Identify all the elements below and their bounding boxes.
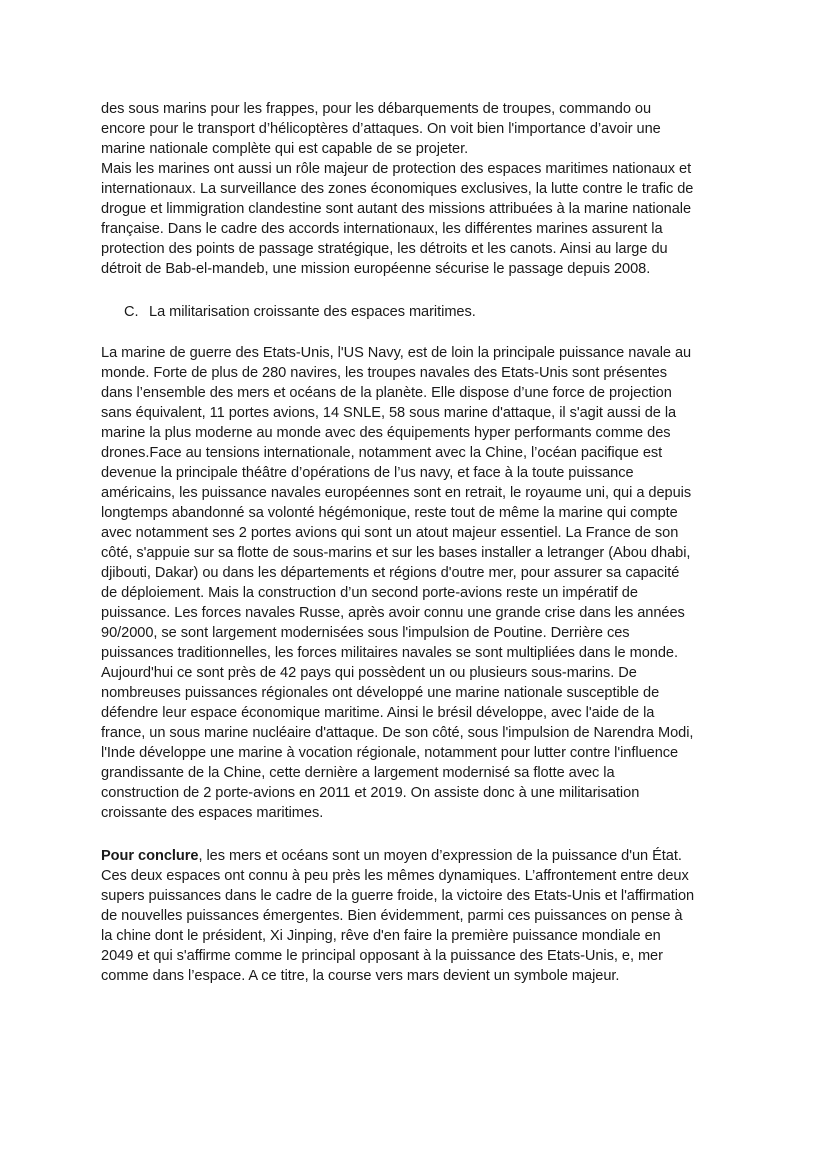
paragraph-line: france, un sous marine nucléaire d'attaque. De son côté, sous l'impulsion de Narendra Modi,: [101, 725, 694, 741]
conclusion-lead: Pour conclure: [101, 848, 199, 864]
paragraph-line: encore pour le transport d’hélicoptères d’attaques. On voit bien l'importance d’avoir une: [101, 121, 661, 137]
paragraph-line: marine la plus moderne au monde avec des équipements hyper performants comme des: [101, 425, 671, 441]
paragraph-line: drones.Face au tensions internationale, notamment avec la Chine, l’océan pacifique est: [101, 445, 663, 461]
paragraph-line: comme dans l’espace. A ce titre, la course vers mars devient un symbole majeur.: [101, 968, 620, 984]
paragraph-line: puissance. Les forces navales Russe, après avoir connu une grande crise dans les années: [101, 605, 685, 621]
paragraph-line: croissante des espaces maritimes.: [101, 805, 324, 821]
paragraph-line: française. Dans le cadre des accords internationaux, les différentes marines assurent la: [101, 221, 663, 237]
paragraph-line: dans l’ensemble des mers et océans de la planète. Elle dispose d’une force de projection: [101, 385, 672, 401]
paragraph-line: nombreuses puissances régionales ont développé une marine nationale susceptible de: [101, 685, 660, 701]
paragraph-line: internationaux. La surveillance des zones économiques exclusives, la lutte contre le trafic de: [101, 181, 694, 197]
paragraph-line: de déploiement. Mais la construction d’un second porte-avions reste un impératif de: [101, 585, 638, 601]
paragraph-line: la chine dont le président, Xi Jinping, rêve d'en faire la première puissance mondiale en: [101, 928, 661, 944]
conclusion-first-line: , les mers et océans sont un moyen d’expression de la puissance d'un État.: [198, 848, 682, 864]
paragraph-line: Aujourd'hui ce sont près de 42 pays qui possèdent un ou plusieurs sous-marins. De: [101, 665, 637, 681]
paragraph-line: 90/2000, se sont largement modernisées sous l'impulsion de Poutine. Derrière ces: [101, 625, 630, 641]
paragraph-line: 2049 et qui s'affirme comme le principal opposant à la puissance des Etats-Unis, e, mer: [101, 948, 663, 964]
paragraph-line: défendre leur espace économique maritime. Ainsi le brésil développe, avec l'aide de la: [101, 705, 655, 721]
paragraph-line: supers puissances dans le cadre de la guerre froide, la victoire des Etats-Unis et l'affirmation: [101, 888, 695, 904]
conclusion-paragraph: [101, 846, 741, 986]
us-navy-paragraph: [101, 343, 741, 823]
section-heading: [124, 302, 764, 322]
paragraph-line: grandissante de la Chine, cette dernière a largement modernisé sa flotte avec la: [101, 765, 615, 781]
paragraph-line: côté, s'appuie sur sa flotte de sous-marins et sur les bases installer a letranger (Abou dhabi,: [101, 545, 691, 561]
paragraph-line: l'Inde développe une marine à vocation régionale, notamment pour lutter contre l'influence: [101, 745, 679, 761]
paragraph-line: puissances traditionnelles, les forces militaires navales se sont multipliées dans le monde.: [101, 645, 679, 661]
section-heading-title: La militarisation croissante des espaces maritimes.: [149, 304, 476, 320]
paragraph-line: drogue et limmigration clandestine sont autant des missions attribuées à la marine nationale: [101, 201, 692, 217]
paragraph-line: djibouti, Dakar) ou dans les départements et régions d'outre mer, pour assurer sa capacité: [101, 565, 680, 581]
paragraph-line: Ces deux espaces ont connu à peu près les mêmes dynamiques. L’affrontement entre deux: [101, 868, 689, 884]
paragraph-line: de nouvelles puissances émergentes. Bien évidemment, parmi ces puissances on pense à: [101, 908, 683, 924]
paragraph-line: monde. Forte de plus de 280 navires, les troupes navales des Etats-Unis sont présentes: [101, 365, 667, 381]
intro-paragraph: [101, 99, 741, 279]
paragraph-line: sans équivalent, 11 portes avions, 14 SNLE, 58 sous marine d'attaque, il s'agit aussi de la: [101, 405, 677, 421]
paragraph-line: construction de 2 porte-avions en 2011 et 2019. On assiste donc à une militarisation: [101, 785, 640, 801]
paragraph-line: La marine de guerre des Etats-Unis, l'US Navy, est de loin la principale puissance navale au: [101, 345, 692, 361]
paragraph-line: longtemps abandonné sa volonté hégémonique, reste tout de même la marine qui compte: [101, 505, 678, 521]
paragraph-line: américains, les puissance navales européennes sont en retrait, le royaume uni, qui a depuis: [101, 485, 692, 501]
paragraph-line: protection des points de passage stratégique, les détroits et les canots. Ainsi au large du: [101, 241, 668, 257]
paragraph-line: avec notamment ses 2 portes avions qui sont un atout majeur essentiel. La France de son: [101, 525, 679, 541]
section-heading-letter: C.: [124, 304, 139, 320]
paragraph-line: devenue la principale théâtre d’opérations de l’us navy, et face à la toute puissance: [101, 465, 634, 481]
paragraph-line: marine nationale complète qui est capable de se projeter.: [101, 141, 469, 157]
paragraph-line: des sous marins pour les frappes, pour les débarquements de troupes, commando ou: [101, 101, 652, 117]
paragraph-line: Mais les marines ont aussi un rôle majeur de protection des espaces maritimes nationaux et: [101, 161, 692, 177]
paragraph-line: détroit de Bab-el-mandeb, une mission européenne sécurise le passage depuis 2008.: [101, 261, 651, 277]
